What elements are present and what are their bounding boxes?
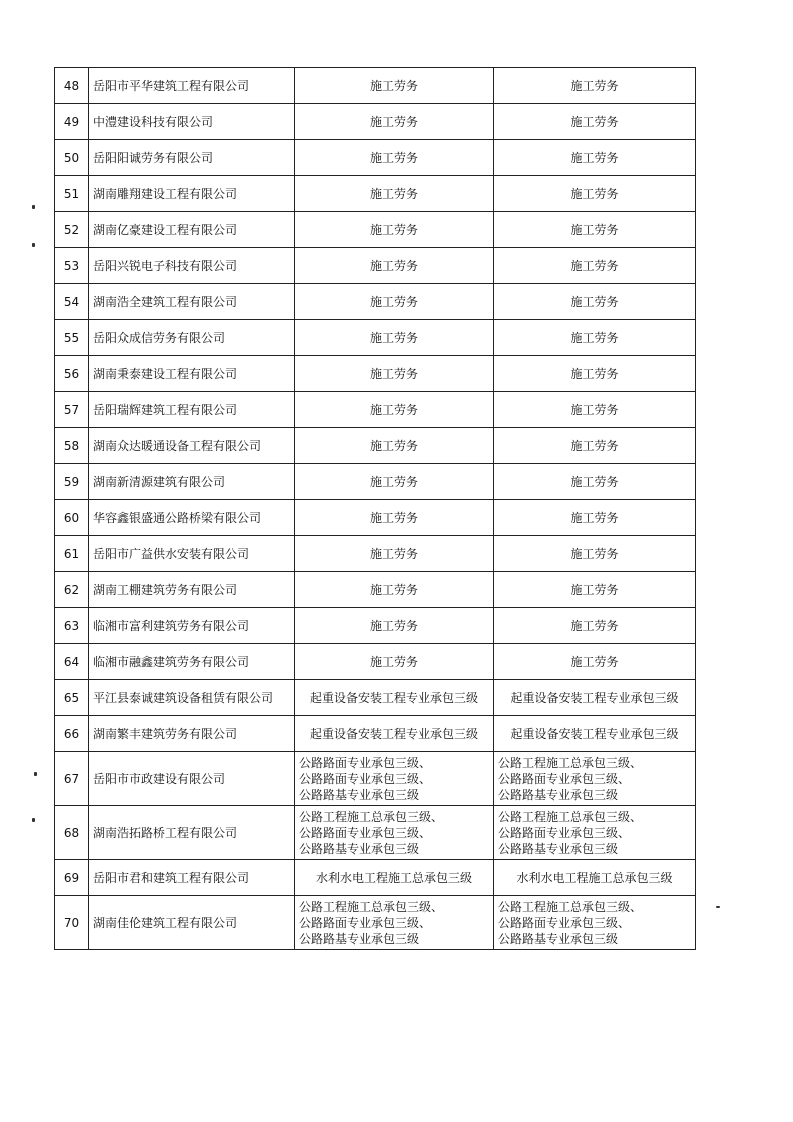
qualification-line: 公路工程施工总承包三级、 [299, 809, 444, 824]
qualification-line: 施工劳务 [369, 258, 418, 273]
original-qualification [295, 104, 494, 140]
qualification-line: 施工劳务 [570, 654, 619, 669]
company-name: 湖南佳伦建筑工程有限公司 [89, 896, 295, 950]
company-name: 岳阳市君和建筑工程有限公司 [89, 860, 295, 896]
original-qualification [295, 392, 494, 428]
table-row [55, 68, 696, 104]
row-number: 64 [55, 644, 89, 680]
qualification-line: 施工劳务 [369, 438, 418, 453]
qualification-line: 公路路基专业承包三级 [498, 931, 619, 946]
qualification-line: 公路工程施工总承包三级、 [299, 899, 444, 914]
qualification-line: 施工劳务 [570, 150, 619, 165]
qualification-line: 公路路面专业承包三级、 [498, 771, 631, 786]
original-qualification [295, 356, 494, 392]
qualification-line: 施工劳务 [570, 474, 619, 489]
qualification-line: 施工劳务 [369, 150, 418, 165]
qualification-line: 公路路面专业承包三级、 [299, 771, 432, 786]
qualification-line: 施工劳务 [369, 366, 418, 381]
original-qualification [295, 716, 494, 752]
row-number: 54 [55, 284, 89, 320]
row-number: 49 [55, 104, 89, 140]
row-number: 69 [55, 860, 89, 896]
company-name: 湖南新清源建筑有限公司 [89, 464, 295, 500]
qualification-line: 公路路面专业承包三级、 [498, 915, 631, 930]
row-number: 51 [55, 176, 89, 212]
qualification-line: 施工劳务 [369, 114, 418, 129]
approved-qualification [494, 752, 696, 806]
qualification-line: 施工劳务 [570, 366, 619, 381]
company-name: 临湘市融鑫建筑劳务有限公司 [89, 644, 295, 680]
qualification-line: 施工劳务 [570, 114, 619, 129]
qualification-line: 施工劳务 [570, 546, 619, 561]
approved-qualification [494, 320, 696, 356]
approved-qualification [494, 806, 696, 860]
row-number: 62 [55, 572, 89, 608]
original-qualification [295, 752, 494, 806]
scan-speck [32, 243, 35, 247]
original-qualification [295, 644, 494, 680]
company-name: 湖南亿豪建设工程有限公司 [89, 212, 295, 248]
table-row [55, 140, 696, 176]
approved-qualification [494, 608, 696, 644]
table-row [55, 572, 696, 608]
row-number: 57 [55, 392, 89, 428]
company-name: 华容鑫银盛通公路桥梁有限公司 [89, 500, 295, 536]
row-number: 65 [55, 680, 89, 716]
table-row [55, 752, 696, 806]
qualification-line: 公路路基专业承包三级 [498, 841, 619, 856]
table-row [55, 896, 696, 950]
original-qualification [295, 572, 494, 608]
original-qualification [295, 320, 494, 356]
qualification-line: 施工劳务 [570, 438, 619, 453]
table-row [55, 536, 696, 572]
qualification-line: 施工劳务 [369, 78, 418, 93]
approved-qualification [494, 500, 696, 536]
table-row [55, 860, 696, 896]
approved-qualification [494, 68, 696, 104]
approved-qualification [494, 860, 696, 896]
approved-qualification [494, 356, 696, 392]
row-number: 61 [55, 536, 89, 572]
approved-qualification [494, 536, 696, 572]
table-row [55, 806, 696, 860]
scan-speck [32, 818, 35, 822]
table-row [55, 500, 696, 536]
qualification-line: 公路路基专业承包三级 [299, 931, 420, 946]
company-name: 岳阳兴锐电子科技有限公司 [89, 248, 295, 284]
qualification-line: 施工劳务 [570, 258, 619, 273]
row-number: 66 [55, 716, 89, 752]
qualification-line: 公路工程施工总承包三级、 [498, 755, 643, 770]
row-number: 53 [55, 248, 89, 284]
qualification-line: 施工劳务 [369, 474, 418, 489]
row-number: 67 [55, 752, 89, 806]
row-number: 55 [55, 320, 89, 356]
table-row [55, 464, 696, 500]
row-number: 70 [55, 896, 89, 950]
qualification-line: 公路路基专业承包三级 [498, 787, 619, 802]
qualification-line: 施工劳务 [369, 654, 418, 669]
qualification-line: 施工劳务 [369, 618, 418, 633]
approved-qualification [494, 464, 696, 500]
qualification-table [54, 67, 696, 950]
original-qualification [295, 212, 494, 248]
company-name: 湖南雕翔建设工程有限公司 [89, 176, 295, 212]
qualification-line: 起重设备安装工程专业承包三级 [510, 690, 679, 705]
company-name: 岳阳阳诚劳务有限公司 [89, 140, 295, 176]
approved-qualification [494, 104, 696, 140]
company-name: 湖南浩拓路桥工程有限公司 [89, 806, 295, 860]
qualification-line: 施工劳务 [369, 402, 418, 417]
company-name: 岳阳市广益供水安装有限公司 [89, 536, 295, 572]
qualification-line: 施工劳务 [369, 510, 418, 525]
qualification-line: 施工劳务 [369, 330, 418, 345]
table-row [55, 428, 696, 464]
approved-qualification [494, 392, 696, 428]
approved-qualification [494, 284, 696, 320]
qualification-line: 起重设备安装工程专业承包三级 [309, 726, 478, 741]
table-row [55, 176, 696, 212]
qualification-line: 施工劳务 [570, 402, 619, 417]
qualification-line: 水利水电工程施工总承包三级 [516, 870, 673, 885]
row-number: 48 [55, 68, 89, 104]
qualification-line: 施工劳务 [570, 510, 619, 525]
company-name: 湖南众达暖通设备工程有限公司 [89, 428, 295, 464]
scan-speck [32, 205, 35, 209]
qualification-line: 施工劳务 [570, 186, 619, 201]
qualification-line: 施工劳务 [369, 186, 418, 201]
original-qualification [295, 806, 494, 860]
qualification-line: 施工劳务 [369, 582, 418, 597]
qualification-line: 公路路面专业承包三级、 [299, 825, 432, 840]
table-row [55, 356, 696, 392]
table-row [55, 248, 696, 284]
qualification-line: 施工劳务 [369, 546, 418, 561]
original-qualification [295, 176, 494, 212]
company-name: 临湘市富利建筑劳务有限公司 [89, 608, 295, 644]
approved-qualification [494, 140, 696, 176]
row-number: 63 [55, 608, 89, 644]
qualification-line: 公路路基专业承包三级 [299, 841, 420, 856]
original-qualification [295, 896, 494, 950]
row-number: 52 [55, 212, 89, 248]
original-qualification [295, 284, 494, 320]
table-row [55, 716, 696, 752]
company-name: 岳阳瑞辉建筑工程有限公司 [89, 392, 295, 428]
table-row [55, 680, 696, 716]
table-row [55, 212, 696, 248]
table-row [55, 104, 696, 140]
table-row [55, 320, 696, 356]
original-qualification [295, 860, 494, 896]
original-qualification [295, 500, 494, 536]
qualification-line: 施工劳务 [570, 582, 619, 597]
row-number: 50 [55, 140, 89, 176]
qualification-line: 公路路面专业承包三级、 [498, 825, 631, 840]
qualification-line: 施工劳务 [570, 330, 619, 345]
qualification-line: 施工劳务 [570, 78, 619, 93]
company-name: 湖南繁丰建筑劳务有限公司 [89, 716, 295, 752]
qualification-line: 水利水电工程施工总承包三级 [315, 870, 472, 885]
original-qualification [295, 428, 494, 464]
original-qualification [295, 140, 494, 176]
qualification-line: 公路工程施工总承包三级、 [498, 899, 643, 914]
row-number: 59 [55, 464, 89, 500]
table-row [55, 644, 696, 680]
original-qualification [295, 464, 494, 500]
company-name: 中澧建设科技有限公司 [89, 104, 295, 140]
original-qualification [295, 248, 494, 284]
approved-qualification [494, 176, 696, 212]
qualification-line: 施工劳务 [369, 294, 418, 309]
approved-qualification [494, 644, 696, 680]
company-name: 岳阳众成信劳务有限公司 [89, 320, 295, 356]
company-name: 湖南工棚建筑劳务有限公司 [89, 572, 295, 608]
company-name: 岳阳市市政建设有限公司 [89, 752, 295, 806]
qualification-line: 施工劳务 [570, 294, 619, 309]
table-row [55, 284, 696, 320]
approved-qualification [494, 212, 696, 248]
qualification-line: 公路路基专业承包三级 [299, 787, 420, 802]
original-qualification [295, 680, 494, 716]
qualification-line: 施工劳务 [570, 618, 619, 633]
approved-qualification [494, 680, 696, 716]
table-row [55, 608, 696, 644]
qualification-line: 公路路面专业承包三级、 [299, 915, 432, 930]
qualification-line: 起重设备安装工程专业承包三级 [309, 690, 478, 705]
scan-speck [716, 906, 720, 908]
scan-speck [34, 772, 37, 776]
row-number: 68 [55, 806, 89, 860]
qualification-table-body [55, 68, 696, 950]
row-number: 56 [55, 356, 89, 392]
approved-qualification [494, 572, 696, 608]
qualification-line: 施工劳务 [570, 222, 619, 237]
company-name: 湖南秉泰建设工程有限公司 [89, 356, 295, 392]
company-name: 平江县泰诚建筑设备租赁有限公司 [89, 680, 295, 716]
approved-qualification [494, 716, 696, 752]
row-number: 60 [55, 500, 89, 536]
qualification-line: 公路路面专业承包三级、 [299, 755, 432, 770]
qualification-line: 公路工程施工总承包三级、 [498, 809, 643, 824]
qualification-line: 施工劳务 [369, 222, 418, 237]
row-number: 58 [55, 428, 89, 464]
qualification-line: 起重设备安装工程专业承包三级 [510, 726, 679, 741]
company-name: 岳阳市平华建筑工程有限公司 [89, 68, 295, 104]
original-qualification [295, 68, 494, 104]
original-qualification [295, 536, 494, 572]
approved-qualification [494, 248, 696, 284]
table-row [55, 392, 696, 428]
company-name: 湖南浩全建筑工程有限公司 [89, 284, 295, 320]
approved-qualification [494, 896, 696, 950]
approved-qualification [494, 428, 696, 464]
original-qualification [295, 608, 494, 644]
